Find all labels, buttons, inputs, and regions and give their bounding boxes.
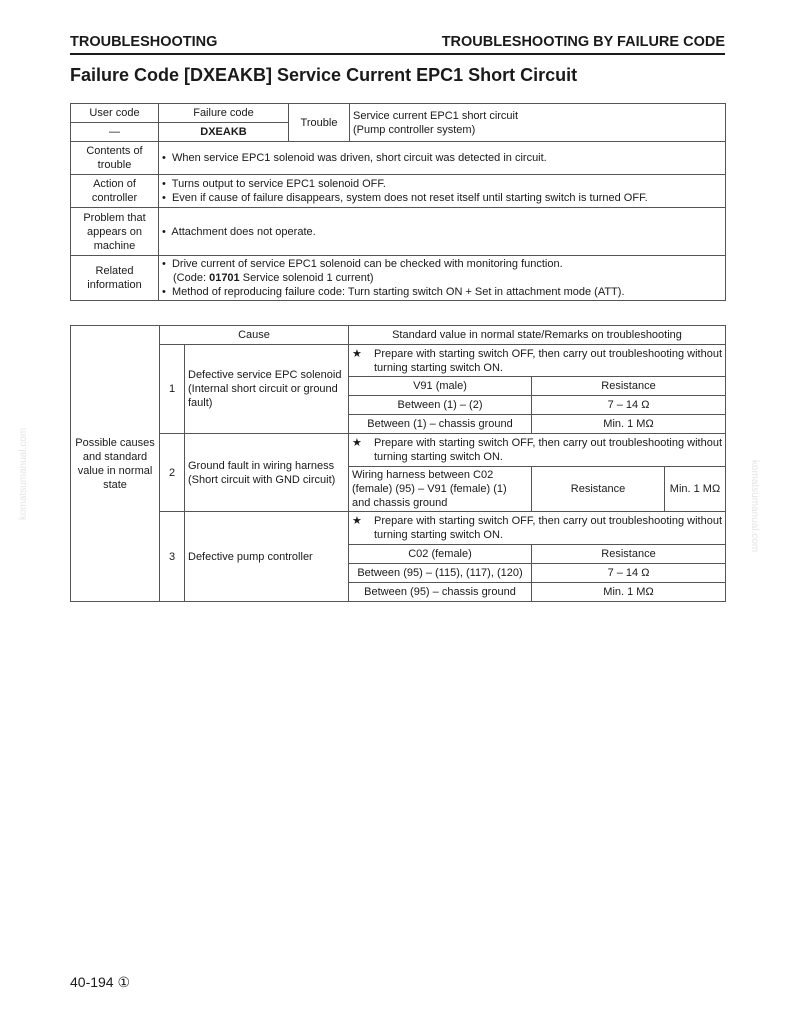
causes-side-label: Possible causes and standard value in normal state	[71, 326, 160, 602]
troubleshooting-note: ★ Prepare with starting switch OFF, then carry out troubleshooting without turning starting switch ON.	[349, 345, 726, 377]
related-cell	[159, 256, 726, 301]
measurement-point: Between (95) – (115), (117), (120)	[349, 564, 532, 583]
user-code-label: User code	[71, 104, 159, 123]
action-cell	[159, 175, 726, 208]
table-row	[71, 434, 726, 467]
measurement-point: Between (95) – chassis ground	[349, 583, 532, 602]
standard-value: Min. 1 MΩ	[532, 583, 726, 602]
trouble-description	[350, 104, 726, 142]
list-item: • Drive current of service EPC1 solenoid can be checked with monitoring function.	[162, 258, 563, 270]
resistance-label: Resistance	[532, 467, 665, 512]
star-icon: ★	[352, 515, 362, 527]
action-text-2: Even if cause of failure disappears, system does not reset itself until starting switch is turned OFF.	[171, 192, 648, 204]
page-title: Failure Code [DXEAKB] Service Current EPC1 Short Circuit	[70, 65, 578, 85]
list-item: • When service EPC1 solenoid was driven, short circuit was detected in circuit.	[162, 152, 547, 164]
related-code-line: (Code: 01701 Service solenoid 1 current)	[173, 272, 374, 284]
standard-value: 7 – 14 Ω	[532, 564, 726, 583]
table-row	[71, 512, 726, 545]
contents-text: When service EPC1 solenoid was driven, short circuit was detected in circuit.	[171, 152, 547, 164]
related-text-2: Method of reproducing failure code: Turn starting switch ON + Set in attachment mode (ATT).	[171, 286, 625, 298]
list-item: • Method of reproducing failure code: Turn starting switch ON + Set in attachment mode (ATT).	[162, 286, 625, 298]
standard-value: Min. 1 MΩ	[532, 415, 726, 434]
header-section-title: TROUBLESHOOTING	[70, 34, 218, 50]
page-header	[70, 34, 725, 54]
related-label: Related information	[71, 256, 159, 301]
cause-number: 3	[160, 512, 185, 602]
header-rule	[70, 53, 725, 55]
measurement-point: Wiring harness between C02 (female) (95) – V91 (female) (1) and chassis ground	[349, 467, 532, 512]
measurement-point: Between (1) – chassis ground	[349, 415, 532, 434]
watermark-right: komatsumanual.com	[749, 460, 760, 553]
trouble-line-1: Service current EPC1 short circuit	[353, 109, 519, 122]
failure-summary-table	[70, 103, 726, 301]
table-row	[71, 345, 726, 377]
table-row	[71, 326, 726, 345]
star-icon: ★	[352, 437, 362, 449]
standard-header: Standard value in normal state/Remarks on troubleshooting	[349, 326, 726, 345]
list-item: • Even if cause of failure disappears, system does not reset itself until starting switch is turned OFF.	[162, 192, 648, 204]
action-label: Action of controller	[71, 175, 159, 208]
standard-value: Min. 1 MΩ	[665, 467, 726, 512]
causes-table	[70, 325, 726, 602]
measurement-point: Between (1) – (2)	[349, 396, 532, 415]
header-chapter-title: TROUBLESHOOTING BY FAILURE CODE	[441, 34, 725, 50]
trouble-label: Trouble	[289, 104, 350, 142]
cause-description: Defective pump controller	[185, 512, 349, 602]
problem-text: Attachment does not operate.	[171, 225, 316, 238]
problem-label: Problem that appears on machine	[71, 208, 159, 256]
cause-number: 2	[160, 434, 185, 512]
table-row	[71, 104, 726, 123]
table-row	[71, 175, 726, 208]
failure-code-label: Failure code	[159, 104, 289, 123]
list-item: • Turns output to service EPC1 solenoid OFF.	[162, 178, 386, 190]
connector-header: C02 (female)	[349, 545, 532, 564]
troubleshooting-note: ★ Prepare with starting switch OFF, then carry out troubleshooting without turning starting switch ON.	[349, 512, 726, 545]
standard-value: 7 – 14 Ω	[532, 396, 726, 415]
monitoring-code: 01701	[209, 272, 240, 284]
action-text-1: Turns output to service EPC1 solenoid OFF.	[171, 178, 386, 190]
troubleshooting-note: ★ Prepare with starting switch OFF, then carry out troubleshooting without turning starting switch ON.	[349, 434, 726, 467]
star-icon: ★	[352, 347, 362, 360]
contents-label: Contents of trouble	[71, 142, 159, 175]
cause-description: Ground fault in wiring harness (Short circuit with GND circuit)	[185, 434, 349, 512]
cause-header: Cause	[160, 326, 349, 345]
table-row	[71, 208, 726, 256]
cause-description: Defective service EPC solenoid (Internal short circuit or ground fault)	[185, 345, 349, 434]
watermark-left: komatsumanual.com	[18, 427, 29, 520]
cause-number: 1	[160, 345, 185, 434]
table-row	[71, 142, 726, 175]
table-row	[71, 256, 726, 301]
resistance-header: Resistance	[532, 377, 726, 396]
problem-cell	[159, 208, 726, 256]
related-text-1: Drive current of service EPC1 solenoid can be checked with monitoring function.	[171, 258, 563, 270]
connector-header: V91 (male)	[349, 377, 532, 396]
contents-cell	[159, 142, 726, 175]
failure-code-value: DXEAKB	[159, 123, 289, 142]
resistance-header: Resistance	[532, 545, 726, 564]
page-number: 40-194 ①	[70, 974, 131, 990]
user-code-value: —	[71, 123, 159, 142]
list-item: • Attachment does not operate.	[162, 225, 316, 238]
trouble-line-2: (Pump controller system)	[353, 123, 476, 136]
